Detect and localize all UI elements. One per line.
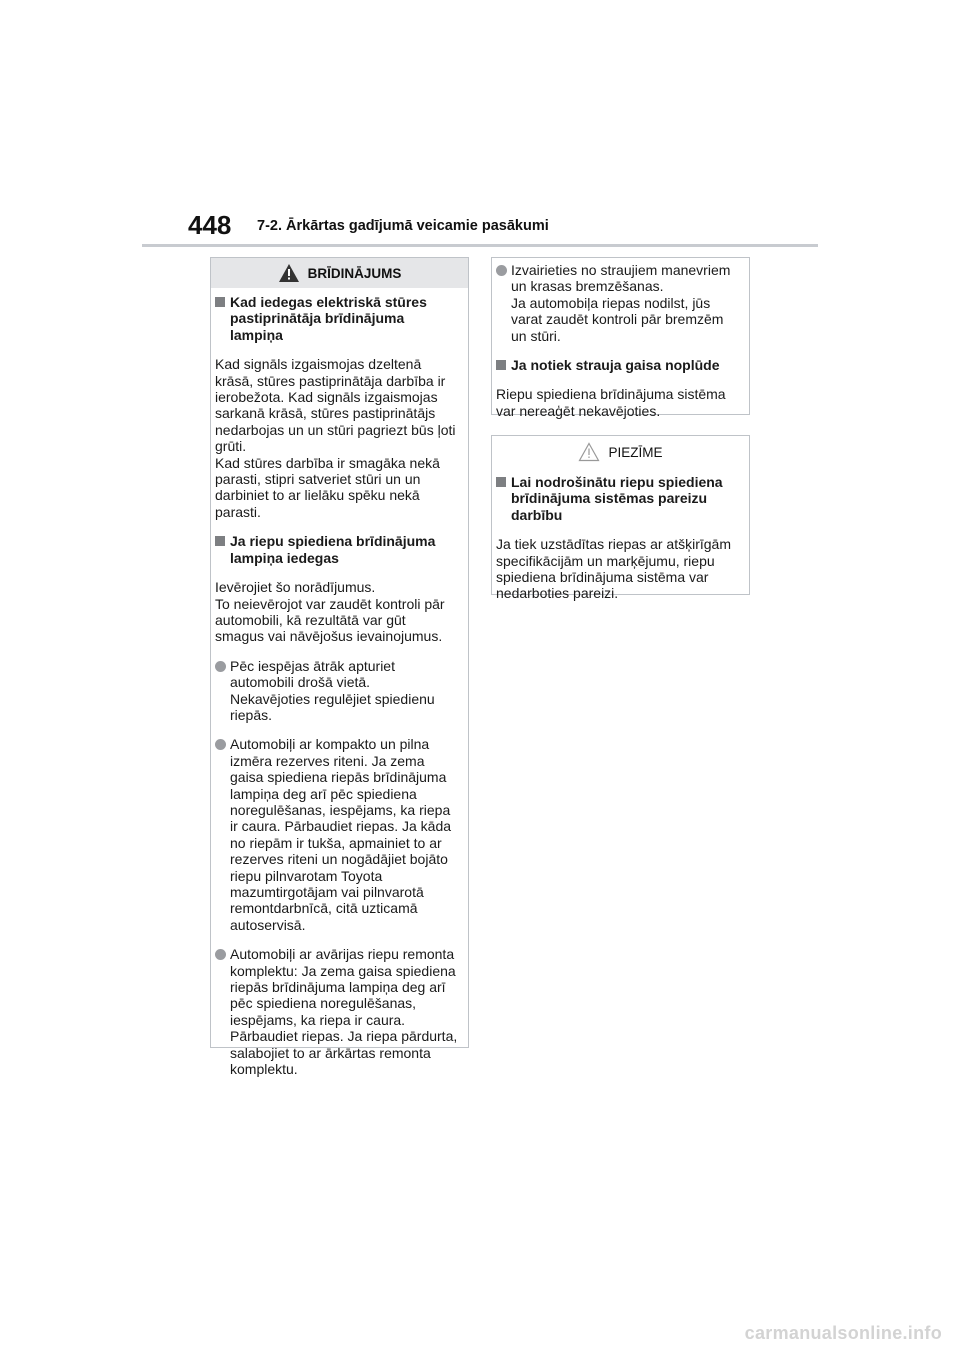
warning-box-continued-body [492, 258, 749, 427]
page-number: 448 [188, 210, 232, 240]
warning-text-tire-pressure: Ievērojiet šo norādījumus. To neievērojot var zaudēt kontroli pār automobili, kā rezultātā var gūt smagus vai nāvējošus ievainojumus. [215, 579, 445, 645]
square-bullet-icon [215, 297, 225, 307]
notice-box [491, 435, 750, 602]
warning-heading-power-steering: Kad iedegas elektriskā stūres pastiprinātāja brīdinājuma lampiņa [215, 294, 458, 343]
caution-triangle-icon [578, 442, 600, 462]
warning-bullet-avoid-maneuvers: Izvairieties no straujiem manevriem un krasas bremzēšanas. Ja automobiļa riepas nodilst, jūs varat zaudēt kontroli pār bremzēm un stūri. [496, 262, 739, 344]
warning-box [210, 257, 469, 1078]
warning-heading-tire-pressure: Ja riepu spiediena brīdinājuma lampiņa iedegas [215, 533, 458, 566]
notice-box-header [492, 436, 749, 468]
circle-bullet-icon [215, 661, 226, 672]
circle-bullet-icon [215, 949, 226, 960]
warning-heading-rapid-air-loss: Ja notiek strauja gaisa noplūde [496, 357, 739, 373]
warning-text-power-steering: Kad signāls izgaismojas dzeltenā krāsā, stūres pastiprinātāja darbība ir ierobežota. Kad signāls izgaismojas sarkanā krāsā, stūres pastiprinātājs nedarbojas un un stūri pagriezt būs ļoti grūti. Kad stūres darbība ir smagāka nekā parasti, stipri satveriet stūri un un darbiniet to ar lielāku spēku nekā parasti. [215, 356, 456, 520]
header-divider [142, 244, 818, 247]
notice-box-body [492, 468, 749, 610]
circle-bullet-icon [496, 265, 507, 276]
warning-triangle-icon [278, 263, 300, 283]
square-bullet-icon [496, 360, 506, 370]
warning-text-rapid-air-loss: Riepu spiediena brīdinājuma sistēma var nereaģēt nekavējoties. [496, 386, 726, 419]
notice-text-tpms: Ja tiek uzstādītas riepas ar atšķirīgām specifikācijām un marķējumu, riepu spiediena brīdinājuma sistēma var nedarboties pareizi. [496, 536, 731, 602]
square-bullet-icon [215, 536, 225, 546]
warning-box-body [211, 288, 468, 1085]
notice-box-title: PIEZĪME [608, 444, 663, 460]
warning-box-continued [491, 257, 750, 419]
watermark: carmanualsonline.info [744, 1323, 942, 1343]
warning-bullet-stop-vehicle: Pēc iespējas ātrāk apturiet automobili drošā vietā. Nekavējoties regulējiet spiedienu riepās. [215, 658, 458, 724]
warning-box-header [211, 258, 468, 288]
page-header [0, 0, 960, 250]
warning-bullet-repair-kit: Automobiļi ar avārijas riepu remonta komplektu: Ja zema gaisa spiediena riepās brīdinājuma lampiņa deg arī pēc spiediena noregulēšanas, iespējams, ka riepa ir caura. Pārbaudiet riepas. Ja riepa pārdurta, salabojiet to ar ārkārtas remonta komplektu. [215, 946, 458, 1077]
warning-bullet-spare-wheel: Automobiļi ar kompakto un pilna izmēra rezerves riteni. Ja zema gaisa spiediena riepās brīdinājuma lampiņa deg arī pēc spiediena noregulēšanas, iespējams, ka riepa ir caura. Pārbaudiet riepas. Ja kāda no riepām ir tukša, apmainiet to ar rezerves riteni un nogādājiet bojāto riepu pilnvarotam Toyota mazumtirgotājam vai pilnvarotā remontdarbnīcā, citā uzticamā autoservisā. [215, 736, 458, 933]
circle-bullet-icon [215, 739, 226, 750]
section-title: 7-2. Ārkārtas gadījumā veicamie pasākumi [257, 218, 549, 234]
square-bullet-icon [496, 477, 506, 487]
notice-heading-tpms: Lai nodrošinātu riepu spiediena brīdinājuma sistēmas pareizu darbību [496, 474, 739, 523]
warning-box-title: BRĪDINĀJUMS [307, 265, 402, 281]
